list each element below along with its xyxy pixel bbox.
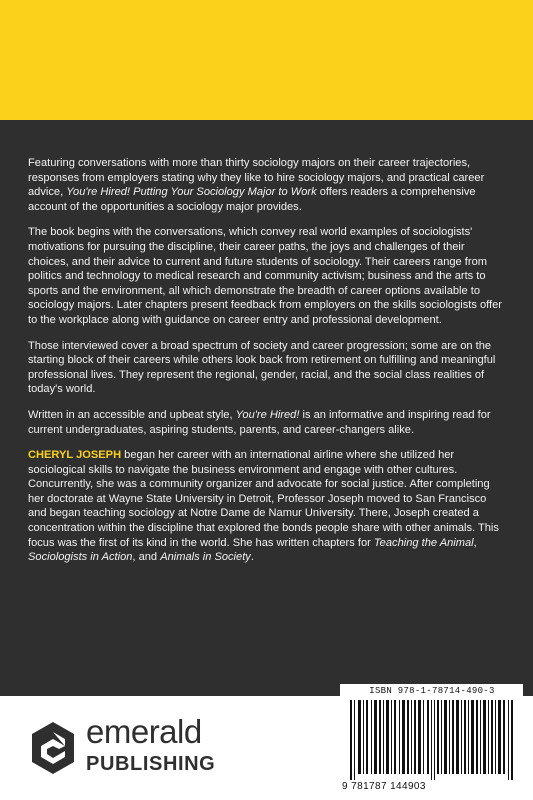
emerald-logo-icon xyxy=(30,720,76,776)
author-name: CHERYL JOSEPH xyxy=(28,449,122,462)
book-title-short: You're Hired! xyxy=(235,408,300,421)
blurb-paragraph-3: Those interviewed cover a broad spectrum of society and career progression; some are on the starting block of their careers while others look back from retirement on fulfilling and meaningful professional lives. They represent the regional, gender, racial, and the social class realities of today's world. xyxy=(28,339,496,396)
publisher-subtitle: PUBLISHING xyxy=(86,753,216,775)
barcode-icon xyxy=(350,700,516,780)
blurb-paragraph-4: Written in an accessible and upbeat style, You're Hired! is an informative and inspiring read for current undergraduates, aspiring students, parents, and career-changers alike. xyxy=(28,408,491,436)
back-cover-blurb xyxy=(28,156,506,576)
isbn-label: ISBN 978-1-78714-490-3 xyxy=(369,686,495,696)
cover-top-yellow-band xyxy=(0,0,533,120)
book-reference: Animals in Society xyxy=(160,551,251,564)
book-reference: Teaching the Animal xyxy=(373,536,474,549)
blurb-paragraph-2: The book begins with the conversations, which convey real world examples of sociologists' motivations for pursuing the discipline, their career paths, the joys and challenges of their choices, and their advice to current and future students of sociology. Their careers range from politics and technology to medical research and community activism; business and the arts to sports and the environment, all which demonstrate the breadth of career options available to sociology majors. Later chapters present feedback from employers on the skills sociologists offer to the workplace along with guidance on career entry and professional development. xyxy=(28,226,502,326)
book-reference: Sociologists in Action xyxy=(28,551,133,564)
blurb-paragraph-1: Featuring conversations with more than thirty sociology majors on their career trajectories, responses from employers stating why they like to hire sociology majors, and practical career advice, You're Hired! Putting Your Sociology Major to Work offers readers a comprehensive account of the opportunities a sociology major provides. xyxy=(28,157,485,213)
author-bio: CHERYL JOSEPH began her career with an international airline where she utilized her sociological skills to navigate the business environment and engage with other cultures. Concurrently, she was a community organizer and advocate for social justice. After completing her doctorate at Wayne State University in Detroit, Professor Joseph moved to San Francisco and began teaching sociology at Notre Dame de Namur University. There, Joseph created a concentration within the discipline that explored the bonds people share with other animals. This focus was the first of its kind in the world. She has written chapters for Teaching the Animal, Sociologists in Action, and Animals in Society. xyxy=(28,449,499,564)
publisher-name: emerald xyxy=(86,713,202,750)
barcode-number: 9 781787 144903 xyxy=(342,781,426,792)
book-title: You're Hired! Putting Your Sociology Major to Work xyxy=(66,186,317,199)
